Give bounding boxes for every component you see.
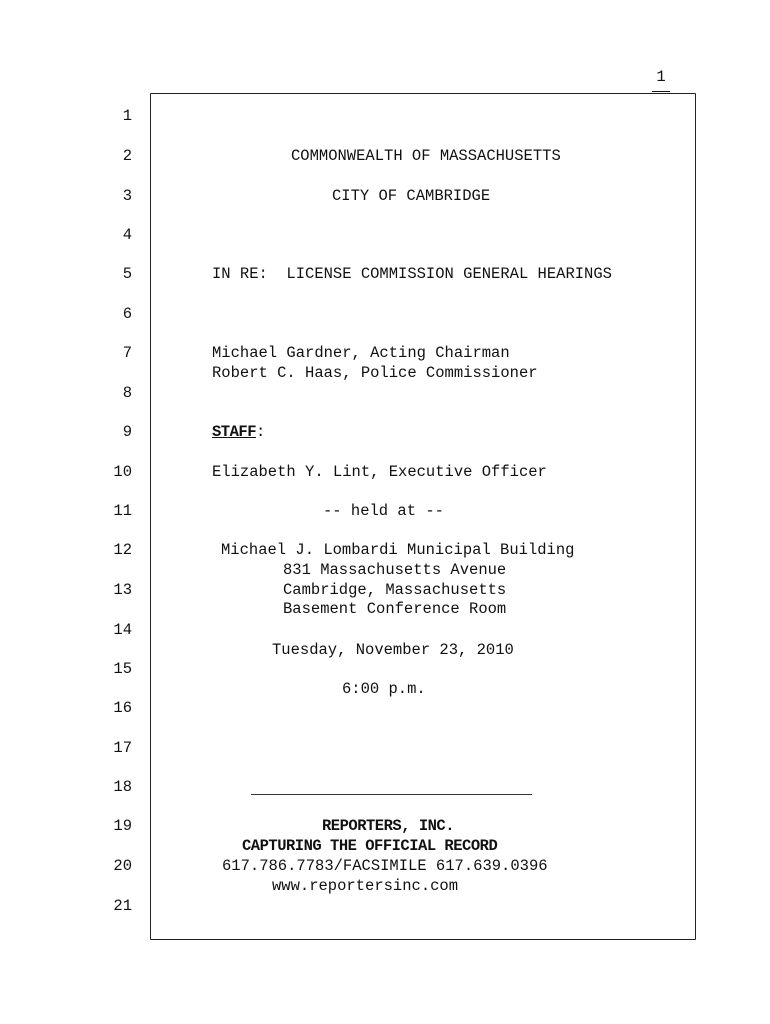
line-number: 18 [113,778,132,796]
page-number-underline [652,91,670,92]
line-number: 6 [122,305,132,323]
reporter-name: REPORTERS, INC. [322,817,455,835]
line-number: 21 [113,897,132,915]
city-heading: CITY OF CAMBRIDGE [332,187,491,205]
line-number: 16 [113,699,132,717]
staff-heading [212,422,265,442]
jurisdiction-heading: COMMONWEALTH OF MASSACHUSETTS [291,147,561,165]
line-number: 2 [122,147,132,165]
reporter-phone: 617.786.7783/FACSIMILE 617.639.0396 [222,857,548,875]
line-number: 13 [113,581,132,599]
venue-street: 831 Massachusetts Avenue [283,561,507,579]
signature-line [251,794,532,795]
hearing-time: 6:00 p.m. [342,680,426,698]
line-number: 8 [122,384,132,402]
hearing-date: Tuesday, November 23, 2010 [272,641,514,659]
commissioner-police: Robert C. Haas, Police Commissioner [212,364,538,382]
line-number: 1 [122,107,132,125]
staff-label: STAFF [212,423,257,441]
reporter-tagline: CAPTURING THE OFFICIAL RECORD [242,837,498,855]
line-number: 7 [122,344,132,362]
line-number: 19 [113,817,132,835]
venue-building: Michael J. Lombardi Municipal Building [221,541,575,559]
line-number: 17 [113,739,132,757]
held-at: -- held at -- [323,502,444,520]
line-number: 14 [113,621,132,639]
matter-title: IN RE: LICENSE COMMISSION GENERAL HEARINGS [212,265,612,283]
staff-colon: : [256,423,266,441]
line-number: 20 [113,857,132,875]
line-number: 3 [122,187,132,205]
venue-room: Basement Conference Room [283,600,507,618]
line-number: 15 [113,660,132,678]
line-number: 12 [113,541,132,559]
reporter-website: www.reportersinc.com [272,877,459,895]
commissioner-chairman: Michael Gardner, Acting Chairman [212,344,510,362]
line-number: 5 [122,265,132,283]
line-number: 10 [113,463,132,481]
line-number: 4 [122,226,132,244]
venue-city: Cambridge, Massachusetts [283,581,507,599]
page-number: 1 [656,68,666,86]
line-number: 9 [122,423,132,441]
staff-member: Elizabeth Y. Lint, Executive Officer [212,463,547,481]
line-number: 11 [113,502,132,520]
